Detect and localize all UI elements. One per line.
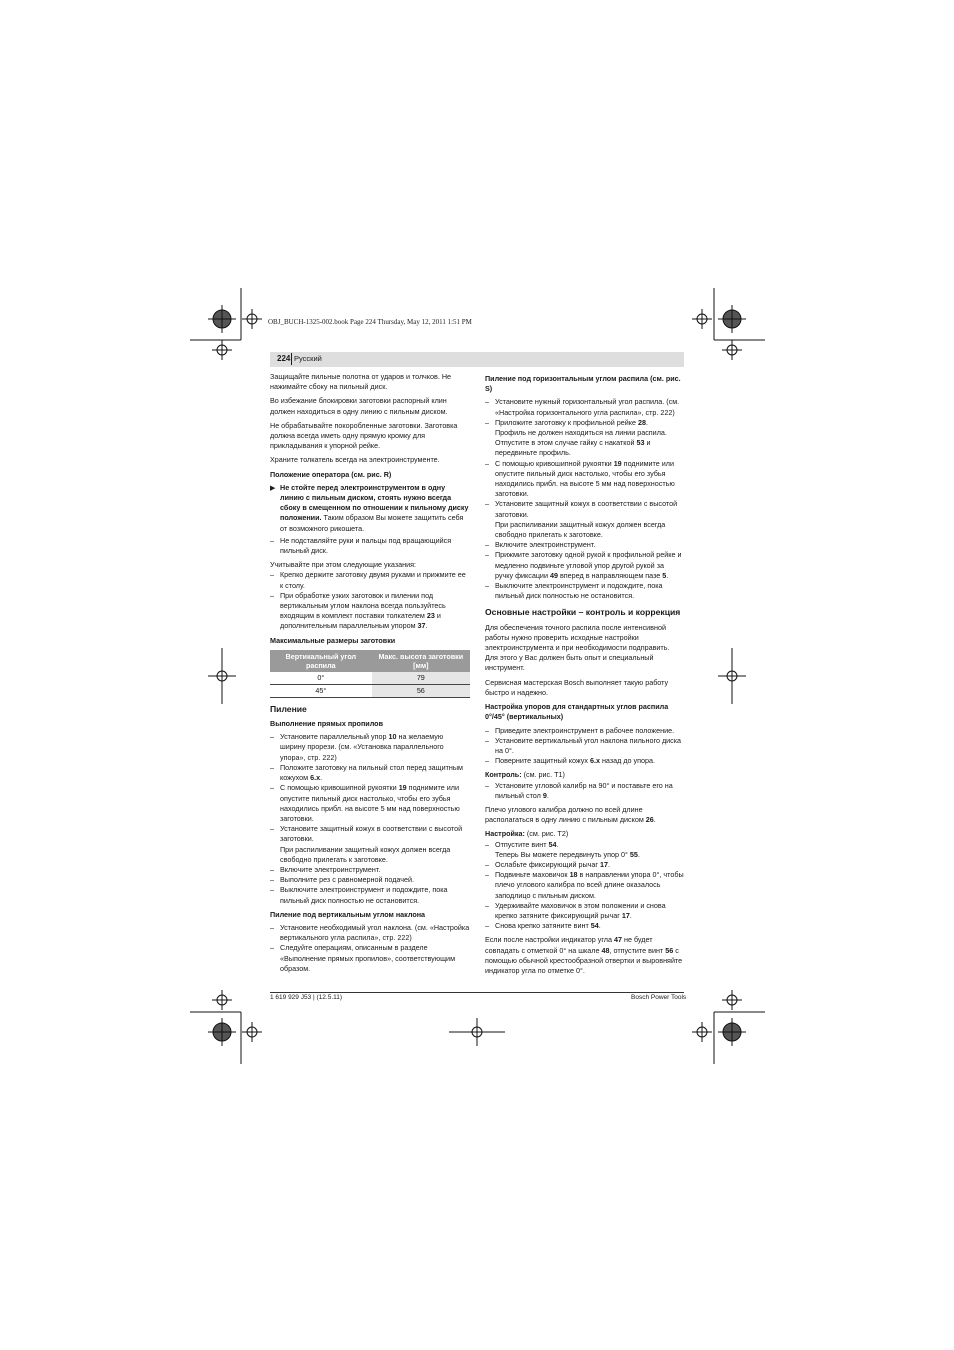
list-item: – Установите защитный кожух в соответствии с высотой заготовки. [485,499,678,519]
printer-slug-line: OBJ_BUCH-1325-002.book Page 224 Thursday, May 12, 2011 1:51 PM [268,318,472,326]
table-cell: 79 [372,672,470,685]
page-number: 224 [277,354,291,363]
paragraph: Не обрабатывайте покоробленные заготовки. Заготовка должна всегда иметь одну прямую кромку для прикладывания к упорной рейке. [270,420,458,451]
control-label-line: Контроль: (см. рис. T1) [485,770,565,780]
list-item: – Снова крепко затяните винт 54. [485,921,601,931]
list-item: – Установите защитный кожух в соответствии с высотой заготовки. [270,824,463,844]
list-item: – Подвиньте маховичок 18 в направлении упора 0°, чтобы плечо углового калибра по всей длине оказалось заподлицо с пильным диском. [485,870,684,900]
list-item: – Установите необходимый угол наклона. (см. «Настройка вертикального угла распила», стр. 222) [270,922,470,943]
language-label: Русский [294,354,322,363]
list-item-note: Теперь Вы можете передвинуть упор 0° 55. [495,849,640,859]
footer-doc-number: 1 619 929 J53 | (12.5.11) [270,994,343,1001]
list-item: – Выполните рез с равномерной подачей. [270,875,415,885]
list-item: – Выключите электроинструмент и подождите, пока пильный диск полностью не остановится. [485,581,663,601]
list-item: – Крепко держите заготовку двумя руками и прижмите ее к столу. [270,570,466,590]
paragraph: Если после настройки индикатор угла 47 не будет совпадать с отметкой 0° на шкале 48, отпустите винт 56 с помощью обычной крестообразной отвертки и выровняйте индикатор угла по отметке 0°. [485,935,683,975]
list-item: – При обработке узких заготовок и пилении под вертикальным углом наклона всегда пользуйтесь входящим в комплект поставки толкателем 23 и дополнительным параллельным упором 37. [270,590,446,631]
paragraph: Плечо углового калибра должно по всей длине располагаться в одну линию с пильным диском 26. [485,804,656,825]
list-item: – Установите параллельный упор 10 на желаемую ширину прорези. (см. «Установка параллельного упора», стр. 222) [270,732,444,762]
section-heading-sawing: Пиление [270,703,307,714]
list-item: – Положите заготовку на пильный стол перед защитным кожухом 6.х. [270,762,463,783]
section-heading-operator: Положение оператора (см. рис. R) [270,469,392,479]
subheading-horizontal: Пиление под горизонтальным углом распила (см. рис. S) [485,374,681,394]
footer-rule [270,992,684,993]
footer-brand: Bosch Power Tools [631,994,687,1001]
reg-mark-mid-right [718,648,746,704]
list-item: – Установите угловой калибр на 90° и поставьте его на пильный стол 9. [485,780,673,800]
list-item: – Включите электроинструмент. [270,864,381,874]
table-header: Вертикальный угол распила [270,650,372,672]
table-cell: 45° [270,684,372,697]
table-row [270,684,470,697]
subheading-stops: Настройка упоров для стандартных углов распила 0°/45° (вертикальных) [485,702,669,722]
list-item: – Выключите электроинструмент и подождите, пока пильный диск полностью не остановится. [270,885,448,905]
max-size-table [270,650,470,698]
reg-mark-top-left [190,288,262,360]
list-item-note: При распиливании защитный кожух должен всегда свободно прилегать к заготовке. [495,519,666,540]
header-divider [291,353,292,365]
reg-mark-bottom-left [190,990,262,1064]
list-item: – Прижмите заготовку одной рукой к профильной рейке и медленно подвиньте угловой упор другой рукой за ручку фиксации 49 вперед в направляющем пазе 5. [485,550,682,580]
list-item: – С помощью кривошипной рукоятки 19 поднимите или опустите пильный диск настолько, чтобы его зубья находились прибл. на высоте 5 мм над поверхностью заготовки. [485,458,675,499]
paragraph: Для обеспечения точного распила после интенсивной работы нужно проверить исходные настройки электроинструмента и при необходимости подправить. Для этого у Вас должен быть опыт и специальный инструмент. [485,622,670,673]
warning-item: ▶ Не стойте перед электроинструментом в одну линию с пильным диском, стоять нужно всегда сбоку в смещенном по отношении к пильному диску положении. Таким образом Вы можете защитить себя от возможного рикошета. [270,482,469,533]
left-column [270,372,470,974]
list-item: – Следуйте операциям, описанным в разделе «Выполнение прямых пропилов», соответствующим образом. [270,943,456,973]
table-row [270,672,470,685]
list-item: – Приведите электроинструмент в рабочее положение. [485,725,675,735]
list-item-note: При распиливании защитный кожух должен всегда свободно прилегать к заготовке. [280,844,451,864]
adjust-label-line: Настройка: (см. рис. T2) [485,829,569,839]
triangle-bullet-icon: ▶ [270,482,276,492]
reg-mark-bottom-center [449,1018,505,1046]
reg-mark-top-right [692,288,765,360]
list-item: – Установите нужный горизонтальный угол распила. (см. «Настройка горизонтального угла распила», стр. 222) [485,397,680,417]
section-heading-max-size: Максимальные размеры заготовки [270,635,396,645]
list-item: – Удерживайте маховичок в этом положении и снова крепко затяните фиксирующий рычаг 17. [485,900,666,920]
table-header: Макс. высота заготовки [мм] [372,650,470,672]
subheading-vertical: Пиление под вертикальным углом наклона [270,909,426,919]
paragraph: Защищайте пильные полотна от ударов и толчков. Не нажимайте сбоку на пильный диск. [270,372,452,392]
reg-mark-bottom-right [692,990,765,1064]
table-cell: 0° [270,672,372,685]
list-item: – Поверните защитный кожух 6.х назад до упора. [485,756,655,766]
list-item-note: Профиль не должен находиться на линии распила. Отпустите в этом случае гайку с накаткой 53 и передвиньте профиль. [495,428,667,458]
right-column [485,372,684,980]
list-item: – Приложите заготовку к профильной рейке 28. [485,417,648,427]
list-item: – Установите вертикальный угол наклона пильного диска на 0°. [485,735,682,755]
list-item: – Отпустите винт 54. [485,839,559,849]
paragraph: Учитывайте при этом следующие указания: [270,560,417,570]
page-header [270,352,684,367]
paragraph: Сервисная мастерская Bosch выполняет такую работу быстро и надежно. [485,677,669,697]
list-item: – Ослабьте фиксирующий рычаг 17. [485,859,611,869]
paragraph: Во избежание блокировки заготовки распорный клин должен находиться в одну линию с пильным диском. [270,396,448,416]
list-item: – С помощью кривошипной рукоятки 19 поднимите или опустите пильный диск настолько, чтобы его зубья находились прибл. на высоте 5 мм над поверхностью заготовки. [270,783,460,823]
subheading-straight-cuts: Выполнение прямых пропилов [270,719,383,729]
table-cell: 56 [372,684,470,697]
section-heading-basic-settings: Основные настройки – контроль и коррекция [485,607,681,618]
paragraph: Храните толкатель всегда на электроинструменте. [270,455,440,465]
reg-mark-mid-left [208,648,236,704]
list-item: – Не подставляйте руки и пальцы под вращающийся пильный диск. [270,535,452,556]
list-item: – Включите электроинструмент. [485,540,596,550]
